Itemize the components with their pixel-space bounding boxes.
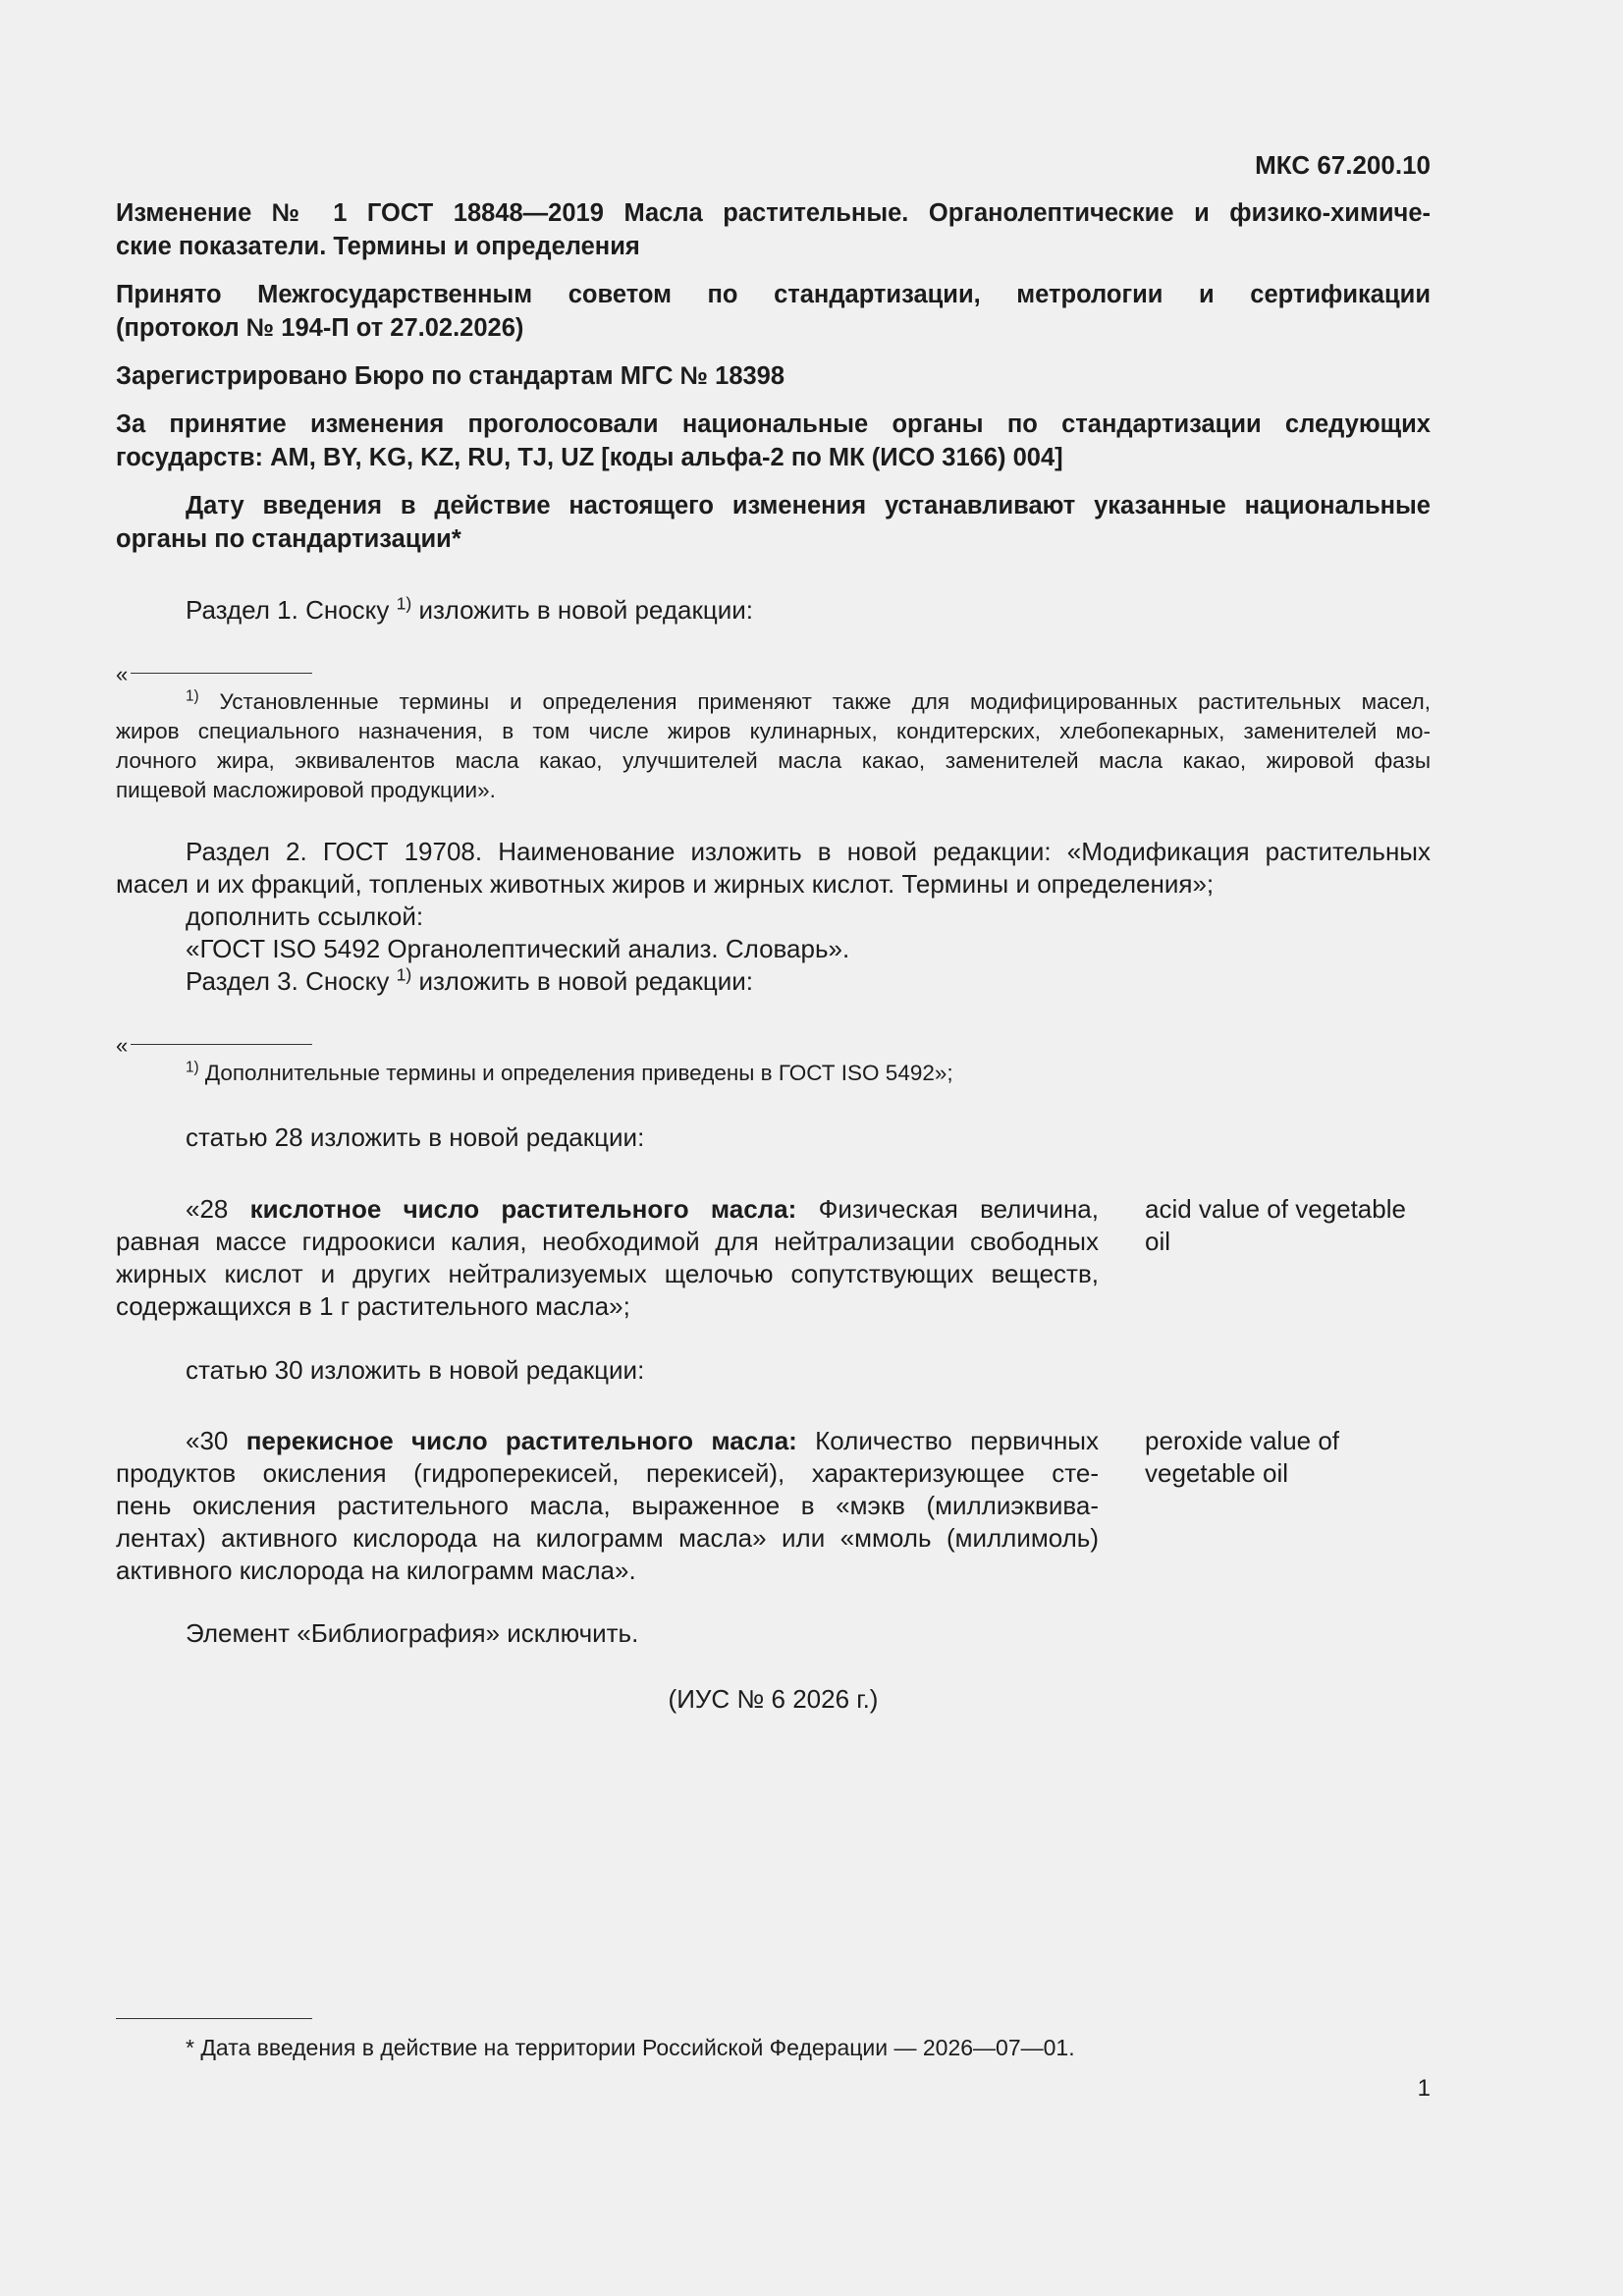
- section1-footnote-text1: Установленные термины и определения применяют также для модифицированных растительных масел,: [198, 689, 1431, 714]
- section3-footnote-rule: [131, 1044, 312, 1045]
- article28-line1-rest: Физическая величина,: [796, 1194, 1099, 1224]
- article30-line4: лентах) активного кислорода на килограмм масла» или «ммоль (миллимоль): [116, 1523, 1099, 1553]
- article28-en-term-line2: oil: [1145, 1227, 1171, 1256]
- article30-line3: пень окисления растительного масла, выраженное в «мэкв (миллиэквива-: [116, 1491, 1099, 1520]
- article30-num: «30: [186, 1426, 246, 1455]
- bibliography-instruction: Элемент «Библиография» исключить.: [186, 1618, 639, 1648]
- section2-line2: масел и их фракций, топленых животных жиров и жирных кислот. Термины и определения»;: [116, 869, 1215, 899]
- article28-term: кислотное число растительного масла:: [249, 1194, 797, 1224]
- ius-reference: (ИУС № 6 2026 г.): [668, 1684, 879, 1714]
- page-footnote: * Дата введения в действие на территории Российской Федерации — 2026—07—01.: [186, 2035, 1075, 2060]
- amendment-title-line2: ские показатели. Термины и определения: [116, 233, 640, 260]
- article30-line1: [186, 1425, 1099, 1457]
- article30-line1-rest: Количество первичных: [796, 1426, 1099, 1455]
- section3-footnote-text: Дополнительные термины и определения приведены в ГОСТ ISO 5492»;: [198, 1061, 953, 1085]
- section3-quote-mark: «: [116, 1033, 129, 1058]
- section1-footnote-sup: 1): [186, 687, 199, 705]
- article28-intro: статью 28 изложить в новой редакции:: [186, 1122, 645, 1152]
- section3-footnote-sup: 1): [186, 1059, 199, 1076]
- article30-term: перекисное число растительного масла:: [245, 1426, 797, 1455]
- section3-footnote: [186, 1059, 1431, 1088]
- voted-line2: государств: AM, BY, KG, KZ, RU, TJ, UZ [коды альфа-2 по МК (ИСО 3166) 004]: [116, 444, 1063, 471]
- article28-line2: равная массе гидроокиси калия, необходимой для нейтрализации свободных: [116, 1227, 1099, 1256]
- section3-text-after: изложить в новой редакции:: [411, 966, 753, 996]
- section1-footnote-rule: [131, 673, 312, 674]
- section1-text-before: Раздел 1. Сноску: [186, 595, 397, 625]
- section3-sup: 1): [396, 964, 412, 985]
- article30-en-term-line1: peroxide value of: [1145, 1426, 1340, 1455]
- section1-quote-mark: «: [116, 662, 129, 686]
- section1-footnote-line3: лочного жира, эквивалентов масла какао, улучшителей масла какао, заменителей масла какао, жировой фазы: [116, 748, 1431, 773]
- section2-line3: дополнить ссылкой:: [186, 902, 424, 931]
- section3-instruction: [186, 965, 1431, 998]
- section1-footnote-line1: [186, 687, 1431, 717]
- mks-code: МКС 67.200.10: [1255, 150, 1431, 180]
- article30-intro: статью 30 изложить в новой редакции:: [186, 1355, 645, 1385]
- registered-line: Зарегистрировано Бюро по стандартам МГС № 18398: [116, 362, 785, 390]
- article28-line1: [186, 1193, 1099, 1226]
- date-line1: Дату введения в действие настоящего изменения устанавливают указанные национальные: [186, 492, 1431, 519]
- article28-line4: содержащихся в 1 г растительного масла»;: [116, 1291, 630, 1321]
- section3-text-before: Раздел 3. Сноску: [186, 966, 397, 996]
- page-footnote-rule: [116, 2018, 312, 2019]
- amendment-title-line1: Изменение № 1 ГОСТ 18848—2019 Масла растительные. Органолептические и физико-химиче-: [116, 199, 1431, 227]
- adopted-line2: (протокол № 194-П от 27.02.2026): [116, 314, 524, 342]
- section1-instruction: [186, 594, 1431, 627]
- article28-num: «28: [186, 1194, 250, 1224]
- article30-en-term-line2: vegetable oil: [1145, 1458, 1288, 1488]
- article30-line2: продуктов окисления (гидроперекисей, перекисей), характеризующее сте-: [116, 1458, 1099, 1488]
- date-line2: органы по стандартизации*: [116, 525, 461, 553]
- section1-footnote-line2: жиров специального назначения, в том числе жиров кулинарных, кондитерских, хлебопекарных, заменителей мо-: [116, 719, 1431, 743]
- voted-line1: За принятие изменения проголосовали национальные органы по стандартизации следующих: [116, 410, 1431, 438]
- section1-sup: 1): [396, 593, 412, 614]
- section2-line4: «ГОСТ ISO 5492 Органолептический анализ. Словарь».: [186, 934, 850, 963]
- article30-line5: активного кислорода на килограмм масла».: [116, 1556, 636, 1585]
- article28-en-term-line1: acid value of vegetable: [1145, 1194, 1406, 1224]
- adopted-line1: Принято Межгосударственным советом по стандартизации, метрологии и сертификации: [116, 281, 1431, 308]
- section2-line1: Раздел 2. ГОСТ 19708. Наименование изложить в новой редакции: «Модификация растительных: [186, 837, 1431, 866]
- page-number: 1: [1417, 2075, 1431, 2102]
- section1-text-after: изложить в новой редакции:: [411, 595, 753, 625]
- section1-footnote-line4: пищевой масложировой продукции».: [116, 778, 496, 802]
- article28-line3: жирных кислот и других нейтрализуемых щелочью сопутствующих веществ,: [116, 1259, 1099, 1288]
